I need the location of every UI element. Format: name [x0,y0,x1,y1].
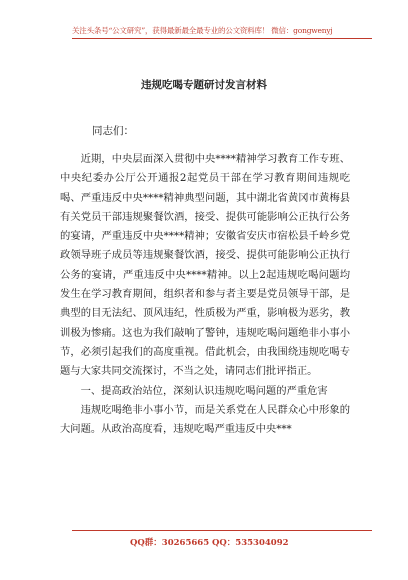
header-rule [72,38,372,39]
header-note: 关注头条号“公文研究”，获得最新最全最专业的公文资料库！ 微信：gongwenyj [72,26,333,35]
body-paragraph: 违规吃喝绝非小事小节，而是关系党在人民群众心中形象的大问题。从政治高度看，违规吃喝严重违反中央*** [60,403,350,436]
document-title: 违规吃喝专题研讨发言材料 [141,79,267,91]
document-body [60,150,350,439]
footer-rule [72,530,372,531]
greeting: 同志们： [92,125,134,137]
section-heading: 一、提高政治站位，深刻认识违规吃喝问题的严重危害 [80,384,328,397]
body-paragraph: 近期，中央层面深入贯彻中央****精神学习教育工作专班、中央纪委办公厅公开通报2起党员干部在学习教育期间违规吃喝、严重违反中央****精神典型问题，其中湖北省黄冈市黄梅县有关党员干部违规聚餐饮酒，接受、提供可能影响公正执行公务的宴请，严重违反中央****精神；安徽省安庆市宿松县千岭乡党政领导班子成员等违规聚餐饮酒，接受、提供可能影响公正执行公务的宴请，严重违反中央****精神。以上2起违规吃喝问题均发生在学习教育期间，组织者和参与者主要是党员领导干部，是典型的目无法纪、顶风违纪，性质极为严重，影响极为恶劣，教训极为惨痛。这也为我们敲响了警钟，违规吃喝问题绝非小事小节，必须引起我们的高度重视。借此机会，由我围绕违规吃喝专题与大家共同交流探讨，不当之处，请同志们批评指正。 [60,153,350,378]
qq-number: QQ：535304092 [212,538,289,548]
qq-group-number: QQ群：30265665 [130,538,210,548]
